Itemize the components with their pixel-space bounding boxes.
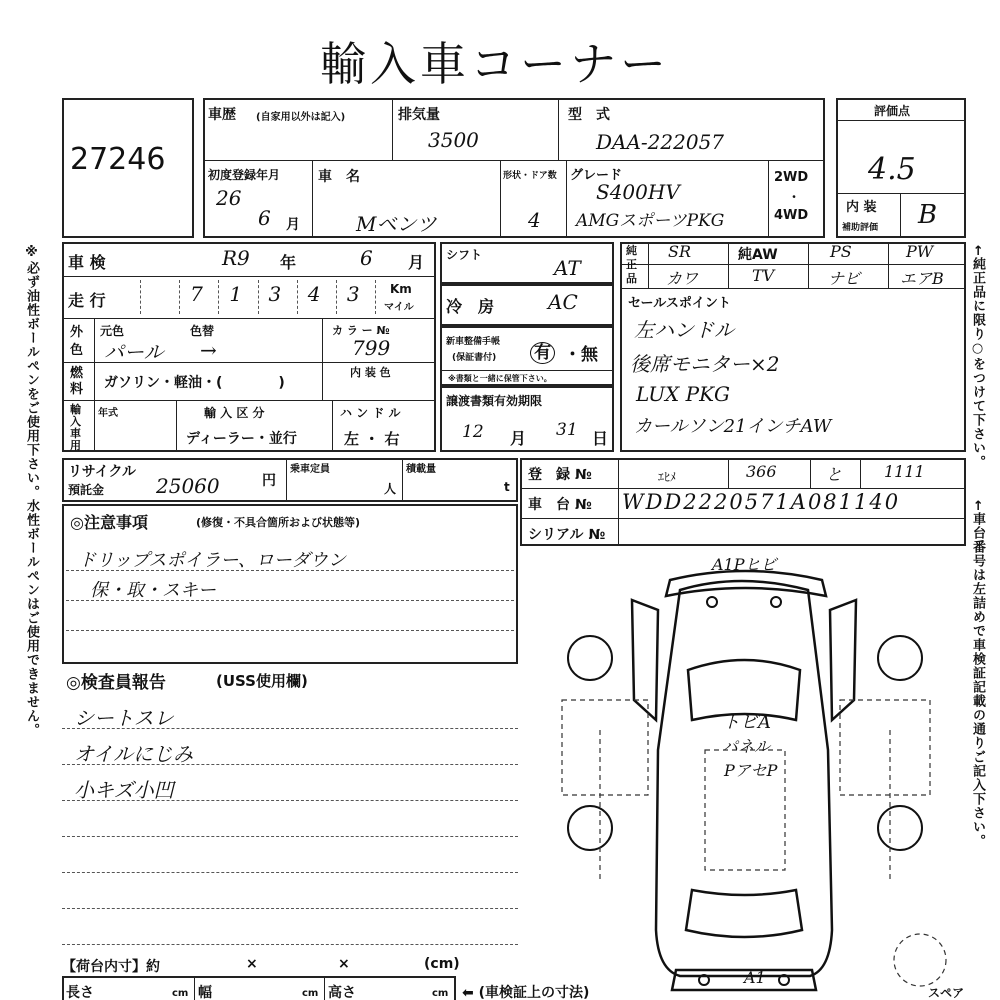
chassis-label: 車 台 № bbox=[528, 497, 592, 513]
manual-yes: 有 bbox=[530, 338, 555, 363]
left-side-panel bbox=[562, 700, 648, 795]
handle-options: 左 ・ 右 bbox=[344, 430, 400, 448]
registration-label: 登 録 № bbox=[528, 467, 592, 483]
caution-sub-label: (修復・不具合箇所および状態等) bbox=[196, 516, 361, 529]
inspector-sub-label: (USS使用欄) bbox=[216, 672, 308, 690]
fuel-options: ガソリン・軽油・( ) bbox=[104, 375, 285, 391]
drive-dot: ・ bbox=[788, 190, 801, 204]
genuine-item: TV bbox=[752, 266, 775, 285]
inspection-label: 車 検 bbox=[68, 253, 106, 272]
recycle-fee: 25060 bbox=[156, 474, 220, 498]
repaint-arrow: → bbox=[200, 338, 217, 362]
doors-value: 4 bbox=[528, 208, 541, 232]
person-unit: 人 bbox=[384, 482, 397, 496]
right-side-panel bbox=[840, 700, 930, 795]
mile-label: マイル bbox=[384, 302, 414, 313]
rating-label: 評価点 bbox=[874, 104, 911, 118]
capacity-label: 乗車定員 bbox=[290, 464, 330, 475]
orig-color-value: パール bbox=[104, 340, 164, 364]
genuine-label: 純正品 bbox=[626, 244, 637, 285]
car-name-label: 車 名 bbox=[318, 169, 360, 185]
mileage-label: 走 行 bbox=[68, 291, 106, 310]
registration-class: 366 bbox=[746, 462, 777, 481]
mileage-digit: 7 bbox=[179, 280, 218, 314]
genuine-item: PS bbox=[830, 242, 852, 261]
ton-unit: t bbox=[504, 480, 510, 494]
manual-no: ・無 bbox=[564, 345, 598, 365]
wheel-front-left bbox=[568, 636, 612, 680]
recycle-sub-label: 預託金 bbox=[68, 483, 105, 497]
grade-label: グレード bbox=[570, 168, 623, 183]
wheel-rear-left bbox=[568, 806, 612, 850]
mileage-digit: 1 bbox=[218, 280, 257, 314]
cargo-cm-label: (cm) bbox=[424, 956, 460, 972]
exterior-label: 外色 bbox=[70, 325, 84, 358]
cert-dims-label: ⬅ (車検証上の寸法) bbox=[462, 985, 590, 1000]
cargo-times: × bbox=[246, 956, 258, 972]
displacement-value: 3500 bbox=[428, 128, 479, 152]
chassis-number: WDD2220571A081140 bbox=[622, 490, 901, 514]
caution-line: ドリップスポイラー、ローダウン bbox=[78, 550, 346, 571]
right-front-door bbox=[830, 600, 856, 720]
spare-label: スペア bbox=[928, 986, 965, 1000]
wheel-rear-right bbox=[878, 806, 922, 850]
shift-label: シフト bbox=[446, 248, 483, 262]
diagram-note-front: A1Pヒビ bbox=[712, 555, 777, 574]
first-reg-month: 6 bbox=[258, 206, 271, 230]
import-label: 輸入車用 bbox=[70, 403, 81, 452]
registration-number: 1111 bbox=[884, 462, 925, 481]
model-code-label: 型 式 bbox=[568, 107, 610, 123]
inspector-line: シートスレ bbox=[74, 706, 174, 730]
history-note: (自家用以外は記入) bbox=[256, 112, 346, 123]
diagram-note-rear: A1 bbox=[744, 968, 766, 987]
inspection-year: R9 bbox=[222, 246, 250, 270]
sales-point: 後席モニター×2 bbox=[630, 352, 780, 376]
handle-label: ハ ン ド ル bbox=[340, 406, 401, 420]
width-label: 幅 bbox=[198, 985, 212, 1000]
inspection-year-unit: 年 bbox=[280, 253, 297, 272]
load-label: 積載量 bbox=[406, 464, 436, 475]
sales-points-label: セールスポイント bbox=[628, 296, 731, 311]
interior-sub-label: 補助評価 bbox=[842, 223, 879, 233]
model-code-value: DAA-222057 bbox=[596, 130, 725, 154]
registration-area: ｴﾋﾒ bbox=[658, 470, 677, 484]
grade-value-2: AMGスポーツPKG bbox=[576, 211, 725, 231]
manual-sub-label: (保証書付) bbox=[452, 353, 497, 363]
manual-label: 新車整備手帳 bbox=[446, 337, 501, 347]
cargo-label: 【荷台内寸】約 bbox=[62, 959, 160, 975]
drive-4wd: 4WD bbox=[774, 208, 809, 223]
color-no-value: 799 bbox=[352, 336, 391, 360]
mileage-digit bbox=[140, 280, 179, 314]
genuine-item: PW bbox=[906, 242, 934, 261]
cargo-times: × bbox=[338, 956, 350, 972]
height-unit: cm bbox=[432, 988, 449, 999]
diagram-note-roof: トビA bbox=[722, 712, 771, 733]
mileage-digit: 3 bbox=[336, 280, 376, 314]
sales-point: 左ハンドル bbox=[634, 318, 734, 342]
lot-number-box bbox=[62, 98, 194, 238]
diagram-note-roof: パネル bbox=[722, 737, 771, 756]
sales-point: LUX PKG bbox=[636, 382, 731, 406]
import-type-label: 輸 入 区 分 bbox=[204, 406, 265, 420]
transfer-month-unit: 月 bbox=[510, 429, 527, 448]
rear-window bbox=[686, 890, 802, 937]
ac-label: 冷 房 bbox=[446, 297, 495, 316]
shift-value: AT bbox=[554, 256, 581, 280]
yen-unit: 円 bbox=[262, 473, 276, 489]
inspection-month-unit: 月 bbox=[408, 253, 425, 272]
caution-label: ◎注意事項 bbox=[70, 513, 148, 532]
history-label: 車歴 bbox=[208, 107, 236, 123]
ac-value: AC bbox=[548, 290, 578, 314]
left-front-door bbox=[632, 600, 658, 720]
caution-line: 保・取・スキー bbox=[90, 580, 216, 601]
mileage-digit: 3 bbox=[258, 280, 297, 314]
length-label: 長さ bbox=[66, 985, 94, 1000]
genuine-item: SR bbox=[668, 242, 692, 261]
genuine-item: ナビ bbox=[828, 269, 861, 288]
genuine-item: カワ bbox=[666, 269, 699, 288]
manual-note: ※書類と一緒に保管下さい。 bbox=[448, 374, 552, 383]
first-reg-year: 26 bbox=[216, 186, 242, 210]
registration-kana: と bbox=[826, 465, 843, 484]
repaint-label: 色替 bbox=[190, 324, 215, 338]
genuine-item: エアB bbox=[900, 269, 944, 288]
width-unit: cm bbox=[302, 988, 319, 999]
first-reg-label: 初度登録年月 bbox=[208, 168, 281, 182]
first-reg-month-unit: 月 bbox=[286, 217, 300, 233]
drive-2wd: 2WD bbox=[774, 170, 809, 185]
length-unit: cm bbox=[172, 988, 189, 999]
color-no-label: カ ラ ー № bbox=[332, 324, 390, 337]
recycle-label: リサイクル bbox=[68, 464, 137, 480]
year-type-label: 年式 bbox=[98, 408, 118, 419]
genuine-item: 純AW bbox=[738, 247, 778, 263]
side-note-left: ※必ず油性ボールペンをご使用下さい。水性ボールペンはご使用できません。 bbox=[24, 245, 39, 737]
transfer-label: 譲渡書類有効期限 bbox=[446, 394, 543, 408]
wheel-front-right bbox=[878, 636, 922, 680]
orig-color-label: 元色 bbox=[100, 324, 125, 338]
inspector-line: オイルにじみ bbox=[74, 742, 193, 766]
page-title: 輸入車コーナー bbox=[320, 37, 670, 91]
cert-dims-box bbox=[62, 976, 456, 1000]
interior-grade: B bbox=[918, 200, 938, 230]
mileage-digit: 4 bbox=[297, 280, 336, 314]
sales-point: カールソン21インチAW bbox=[634, 416, 832, 437]
inspector-label: ◎検査員報告 bbox=[66, 673, 166, 693]
inspection-month: 6 bbox=[360, 246, 373, 270]
diagram-note-roof: PアセP bbox=[724, 761, 778, 780]
spare-tire bbox=[894, 934, 946, 986]
rating-value: 4.5 bbox=[868, 152, 916, 187]
mileage-digits bbox=[140, 280, 376, 314]
transfer-day-unit: 日 bbox=[592, 429, 609, 448]
car-name-value: Mベンツ bbox=[356, 212, 437, 236]
interior-color-label: 内 装 色 bbox=[350, 366, 391, 379]
inspector-line: 小キズ小凹 bbox=[74, 778, 174, 802]
fuel-label: 燃料 bbox=[70, 366, 84, 397]
lot-number: 27246 bbox=[70, 142, 166, 177]
displacement-label: 排気量 bbox=[398, 107, 440, 123]
side-note-right-bottom: ←車台番号は左詰めで車検証記載の通りご記入下さい。 bbox=[970, 500, 985, 848]
transfer-day: 31 bbox=[556, 420, 578, 440]
serial-label: シリアル № bbox=[528, 527, 606, 543]
doors-label: 形状・ドア数 bbox=[503, 171, 557, 181]
height-label: 高さ bbox=[328, 985, 356, 1000]
interior-label: 内 装 bbox=[846, 200, 877, 215]
import-type-options: ディーラー・並行 bbox=[186, 431, 297, 447]
transfer-month: 12 bbox=[462, 422, 484, 442]
grade-value-1: S400HV bbox=[596, 180, 680, 204]
side-note-right-top: ←純正品に限り○をつけて下さい。 bbox=[970, 245, 985, 469]
km-label: Km bbox=[390, 282, 412, 296]
